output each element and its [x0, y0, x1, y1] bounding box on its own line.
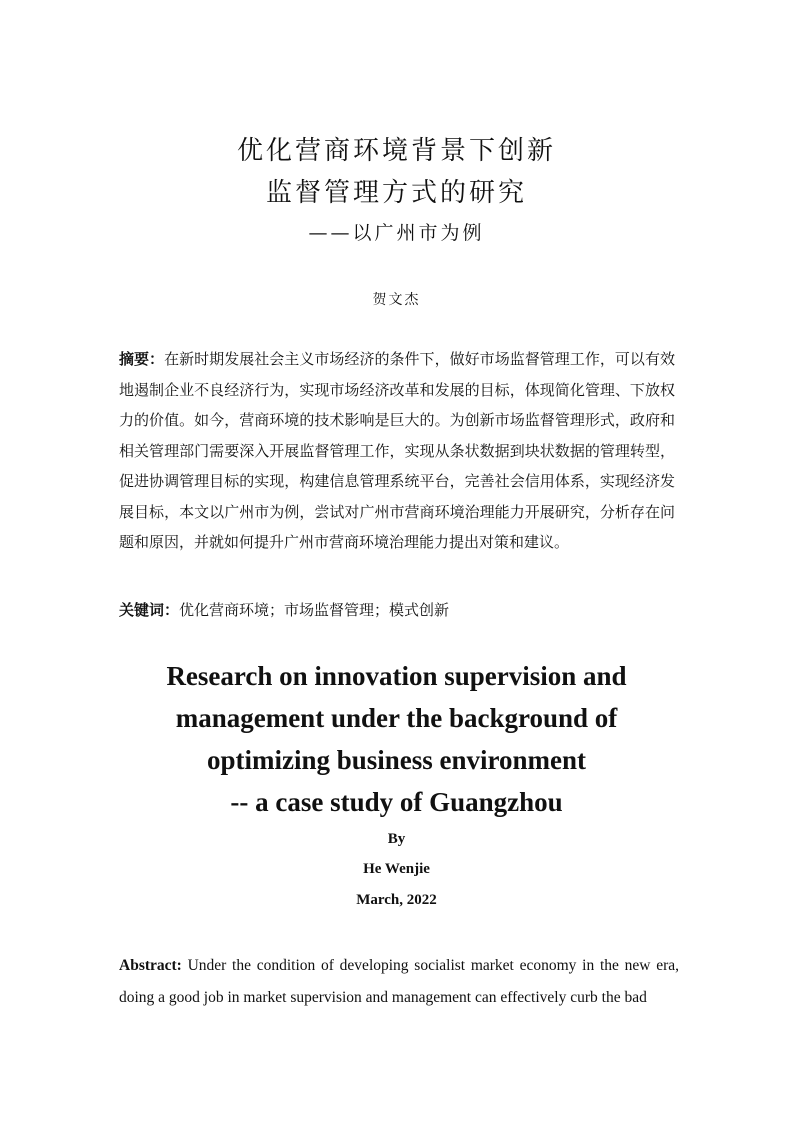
english-author: He Wenjie	[363, 861, 430, 877]
chinese-keywords-label: 关键词：	[119, 601, 180, 619]
chinese-abstract-text: 在新时期发展社会主义市场经济的条件下，做好市场监督管理工作，可以有效地遏制企业不良经济行为，实现市场经济改革和发展的目标，体现简化管理、下放权力的价值。如今，营商环境的技术影响是巨大的。为创新市场监督管理形式，政府和相关管理部门需要深入开展监督管理工作，实现从条状数据到块状数据的管理转型，促进协调管理目标的实现，构建信息管理系统平台，完善社会信用体系，实现经济发展目标，本文以广州市为例，尝试对广州市营商环境治理能力开展研究，分析存在问题和原因，并就如何提升广州市营商环境治理能力提出对策和建议。	[119, 350, 675, 551]
english-title-line-1: Research on innovation supervision and	[166, 661, 627, 691]
english-title-line-4: -- a case study of Guangzhou	[230, 787, 563, 817]
chinese-subtitle: ——以广州市为例	[308, 222, 485, 244]
english-abstract	[119, 950, 679, 1014]
chinese-keywords-text: 优化营商环境；市场监督管理；模式创新	[179, 601, 450, 619]
chinese-abstract	[119, 344, 675, 558]
english-abstract-label: Abstract:	[119, 957, 182, 974]
chinese-abstract-label: 摘要：	[119, 350, 165, 368]
chinese-title-line-1: 优化营商环境背景下创新	[236, 136, 556, 166]
english-by: By	[387, 831, 406, 847]
english-title-line-3: optimizing business environment	[206, 745, 587, 775]
english-abstract-text: Under the condition of developing socialist market economy in the new era, doing a good job in market supervision and management can effectively curb the bad	[119, 957, 679, 1006]
chinese-author: 贺文杰	[372, 292, 421, 308]
chinese-title-line-2: 监督管理方式的研究	[265, 178, 527, 208]
english-date: March, 2022	[356, 892, 437, 908]
english-title-line-2: management under the background of	[175, 703, 618, 733]
chinese-keywords	[119, 595, 675, 625]
